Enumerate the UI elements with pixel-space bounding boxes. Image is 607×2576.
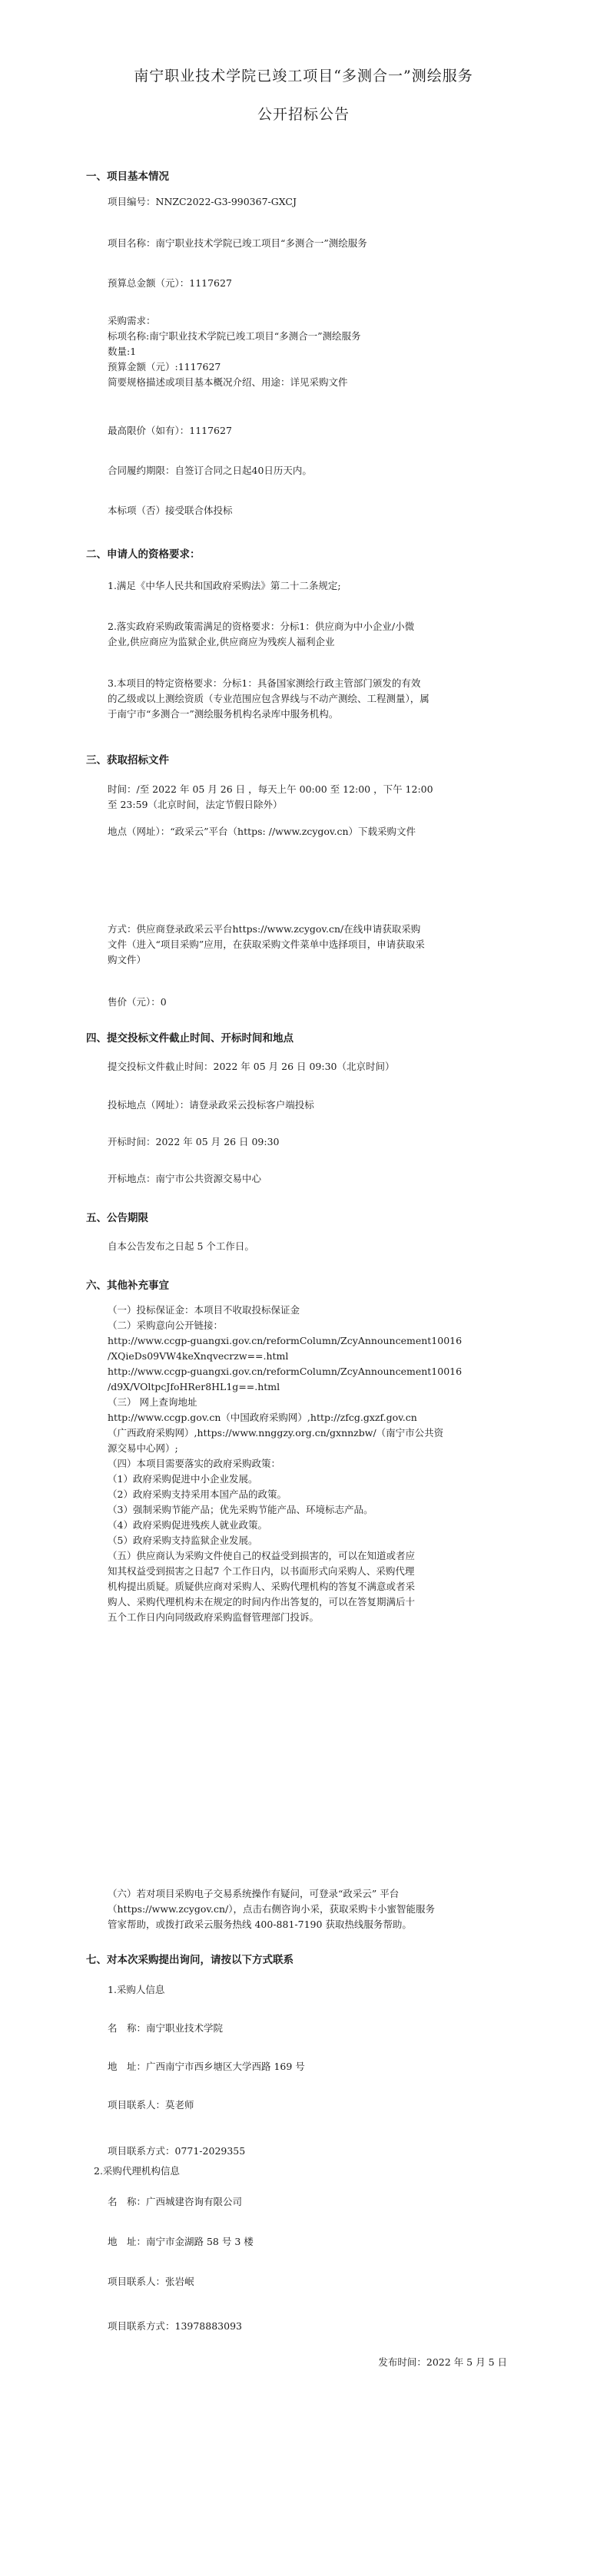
section-heading-qualifications: 二、申请人的资格要求： bbox=[86, 548, 201, 561]
other-line: （四）本项目需要落实的政府采购政策： bbox=[108, 1458, 281, 1469]
req-line: 采购需求： bbox=[108, 315, 156, 326]
agency-name: 名 称：广西城建咨询有限公司 bbox=[108, 2196, 243, 2207]
support-link[interactable]: （https://www.zcygov.cn/），点击右侧咨询小采，获取采购卡小蜜智能服务 bbox=[108, 1903, 435, 1915]
section-heading-other-matters: 六、其他补充事宜 bbox=[86, 1280, 169, 1292]
policy-line: （5）政府采购支持监狱企业发展。 bbox=[108, 1535, 258, 1546]
time-line: 至 23:59（北京时间，法定节假日除外） bbox=[108, 799, 283, 810]
max-price: 最高限价（如有）：1117627 bbox=[108, 425, 232, 436]
qualification-line: 2.落实政府采购政策需满足的资格要求：分标1：供应商为中小企业/小微 bbox=[108, 621, 415, 632]
opening-time: 开标时间：2022 年 05 月 26 日 09:30 bbox=[108, 1136, 280, 1147]
submission-place: 投标地点（网址）：请登录政采云投标客户端投标 bbox=[108, 1099, 314, 1111]
project-number: 项目编号：NNZC2022-G3-990367-GXCJ bbox=[108, 196, 297, 207]
intent-link[interactable]: http://www.ccgp-guangxi.gov.cn/reformColumn/ZcyAnnouncement10016 bbox=[108, 1335, 463, 1346]
acquisition-place: 地点（网址）：“政采云”平台（https: //www.zcygov.cn）下载采购文件 bbox=[108, 826, 416, 837]
method-line: 方式：供应商登录政采云平台https://www.zcygov.cn/在线申请获取采购 bbox=[108, 923, 421, 935]
document-price: 售价（元）：0 bbox=[108, 996, 167, 1008]
time-line: 时间：/至 2022 年 05 月 26 日 ，每天上午 00:00 至 12:00 ，下午 12:00 bbox=[108, 783, 433, 795]
section-heading-get-documents: 三、获取招标文件 bbox=[86, 754, 169, 767]
policy-line: （3）强制采购节能产品；优先采购节能产品、环境标志产品。 bbox=[108, 1504, 373, 1515]
policy-line: （4）政府采购促进残疾人就业政策。 bbox=[108, 1519, 267, 1531]
buyer-contact: 项目联系人：莫老师 bbox=[108, 2099, 194, 2111]
support-line: 管家帮助，或拨打政采云服务热线 400-881-7190 获取热线服务帮助。 bbox=[108, 1919, 412, 1930]
section-heading-basic-info: 一、项目基本情况 bbox=[86, 171, 169, 183]
page-title: 南宁职业技术学院已竣工项目“多测合一”测绘服务 bbox=[134, 68, 473, 84]
agency-contact: 项目联系人：张岩岷 bbox=[108, 2276, 194, 2287]
notice-period-text: 自本公告发布之日起 5 个工作日。 bbox=[108, 1240, 254, 1252]
agency-info-title: 2.采购代理机构信息 bbox=[94, 2165, 180, 2177]
other-line: 源交易中心网）; bbox=[108, 1442, 178, 1454]
intent-link[interactable]: http://www.ccgp-guangxi.gov.cn/reformColumn/ZcyAnnouncement10016 bbox=[108, 1366, 463, 1377]
other-line: （一）投标保证金：本项目不收取投标保证金 bbox=[108, 1304, 300, 1316]
req-line: 标项名称:南宁职业技术学院已竣工项目“多测合一”测绘服务 bbox=[108, 330, 361, 342]
method-line: 文件（进入“项目采购”应用，在获取采购文件菜单中选择项目，申请获取采 bbox=[108, 939, 425, 950]
req-line: 简要规格描述或项目基本概况介绍、用途：详见采购文件 bbox=[108, 376, 348, 388]
qualification-line: 的乙级或以上测绘资质（专业范围应包含界线与不动产测绘、工程测量），属 bbox=[108, 693, 430, 704]
procurement-requirements bbox=[108, 313, 522, 390]
policy-line: （1）政府采购促进中小企业发展。 bbox=[108, 1473, 258, 1485]
buyer-info-title: 1.采购人信息 bbox=[108, 1984, 165, 1995]
acquisition-method bbox=[108, 922, 522, 968]
opening-place: 开标地点：南宁市公共资源交易中心 bbox=[108, 1173, 262, 1184]
agency-phone: 项目联系方式：13978883093 bbox=[108, 2320, 242, 2332]
acquisition-time bbox=[108, 782, 522, 813]
page-subtitle: 公开招标公告 bbox=[257, 106, 350, 123]
complaint-line: （五）供应商认为采购文件使自己的权益受到损害的，可以在知道或者应 bbox=[108, 1550, 416, 1561]
section-heading-notice-period: 五、公告期限 bbox=[86, 1212, 148, 1224]
section-heading-contacts: 七、对本次采购提出询问，请按以下方式联系 bbox=[86, 1954, 294, 1966]
project-name: 项目名称：南宁职业技术学院已竣工项目“多测合一”测绘服务 bbox=[108, 237, 367, 249]
other-matters-list bbox=[108, 1303, 522, 1625]
buyer-phone: 项目联系方式：0771-2029355 bbox=[108, 2145, 246, 2157]
method-line: 购文件） bbox=[108, 954, 147, 965]
agency-address: 地 址：南宁市金湖路 58 号 3 楼 bbox=[108, 2236, 254, 2247]
req-line: 预算金额（元）:1117627 bbox=[108, 361, 221, 372]
query-link[interactable]: http://www.ccgp.gov.cn（中国政府采购网）,http://zfcg.gxzf.gov.cn bbox=[108, 1412, 417, 1423]
complaint-line: 五个工作日内向同级政府采购监督管理部门投诉。 bbox=[108, 1611, 320, 1623]
complaint-line: 知其权益受到损害之日起7 个工作日内，以书面形式向采购人、采购代理 bbox=[108, 1565, 415, 1577]
complaint-line: 机构提出质疑。质疑供应商对采购人、采购代理机构的答复不满意或者采 bbox=[108, 1581, 416, 1592]
buyer-address: 地 址：广西南宁市西乡塘区大学西路 169 号 bbox=[108, 2061, 305, 2072]
section-heading-deadline: 四、提交投标文件截止时间、开标时间和地点 bbox=[86, 1032, 294, 1045]
qualification-item-1: 1.满足《中华人民共和国政府采购法》第二十二条规定; bbox=[108, 580, 341, 591]
complaint-line: 购人、采购代理机构未在规定的时间内作出答复的，可以在答复期满后十 bbox=[108, 1596, 416, 1608]
intent-link[interactable]: /XQieDs09VW4keXnqvecrzw==.html bbox=[108, 1350, 289, 1362]
policy-line: （2）政府采购支持采用本国产品的政策。 bbox=[108, 1488, 287, 1500]
other-line: （二）采购意向公开链接： bbox=[108, 1319, 224, 1331]
intent-link[interactable]: /d9X/VOltpcJfoHRer8HL1g==.html bbox=[108, 1381, 280, 1392]
other-line: （三） 网上查询地址 bbox=[108, 1396, 197, 1408]
buyer-name: 名 称：南宁职业技术学院 bbox=[108, 2022, 224, 2034]
qualification-line: 3.本项目的特定资格要求：分标1：具备国家测绘行政主管部门颁发的有效 bbox=[108, 677, 421, 689]
qualification-line: 企业,供应商应为监狱企业,供应商应为残疾人福利企业 bbox=[108, 636, 335, 647]
support-line: （六）若对项目采购电子交易系统操作有疑问，可登录“政采云” 平台 bbox=[108, 1888, 400, 1899]
submission-deadline: 提交投标文件截止时间：2022 年 05 月 26 日 09:30（北京时间） bbox=[108, 1061, 395, 1072]
joint-bid-note: 本标项（否）接受联合体投标 bbox=[108, 505, 233, 516]
contract-period: 合同履约期限：自签订合同之日起40日历天内。 bbox=[108, 465, 312, 476]
query-link[interactable]: （广西政府采购网）,https://www.nnggzy.org.cn/gxnnzbw/（南宁市公共资 bbox=[108, 1427, 444, 1439]
release-date: 发布时间：2022 年 5 月 5 日 bbox=[378, 2356, 507, 2368]
qualification-item-2 bbox=[108, 619, 522, 650]
total-budget: 预算总金额（元）：1117627 bbox=[108, 277, 232, 289]
req-line: 数量:1 bbox=[108, 346, 137, 357]
qualification-line: 于南宁市“多测合一”测绘服务机构名录库中服务机构。 bbox=[108, 708, 339, 720]
support-contact bbox=[108, 1886, 522, 1932]
qualification-item-3 bbox=[108, 676, 522, 722]
